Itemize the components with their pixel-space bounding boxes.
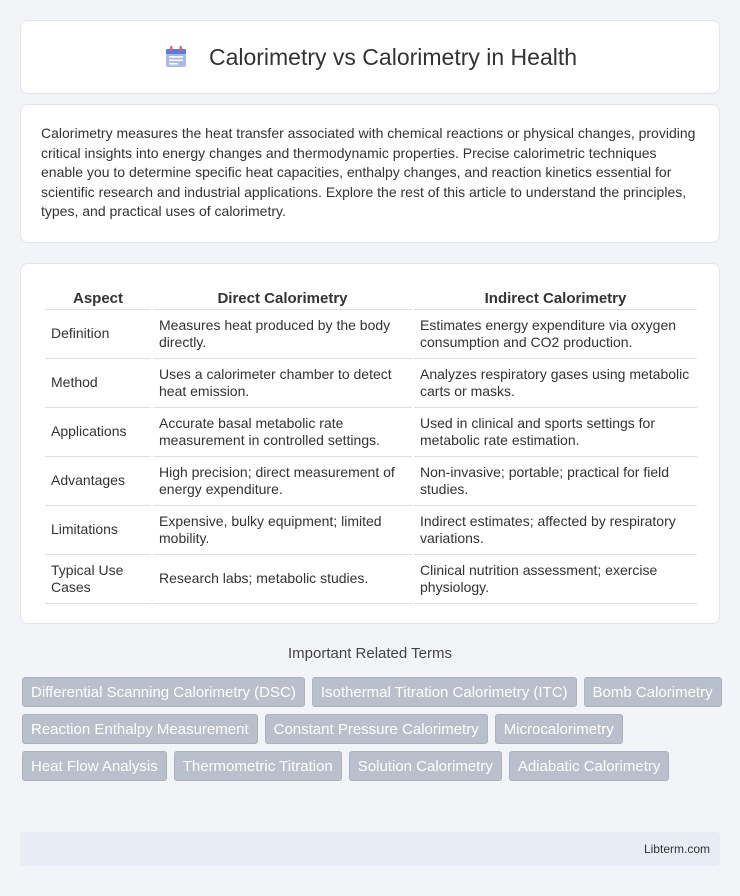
- table-cell: Research labs; metabolic studies.: [153, 555, 412, 604]
- intro-text: Calorimetry measures the heat transfer associated with chemical reactions or physical changes, providing critical insights into energy changes and thermodynamic properties. Precise calorimetric techniques enable you to determine specific heat capacities, enthalpy changes, and reaction kinetics essential for scientific research and industrial applications. Explore the rest of this article to understand the principles, types, and practical uses of calorimetry.: [41, 125, 696, 220]
- table-cell: Non-invasive; portable; practical for field studies.: [414, 457, 697, 506]
- footer: [20, 832, 720, 866]
- related-term-tag[interactable]: Solution Calorimetry: [349, 751, 502, 781]
- comparison-table: [43, 284, 699, 604]
- page-title: Calorimetry vs Calorimetry in Health: [208, 43, 578, 70]
- table-row: [45, 457, 697, 506]
- table-cell: Expensive, bulky equipment; limited mobility.: [153, 506, 412, 555]
- table-cell: Estimates energy expenditure via oxygen consumption and CO2 production.: [414, 310, 697, 359]
- table-cell: Applications: [45, 408, 151, 457]
- table-cell: Typical Use Cases: [45, 555, 151, 604]
- table-cell: Used in clinical and sports settings for metabolic rate estimation.: [414, 408, 697, 457]
- related-term-tag[interactable]: Microcalorimetry: [495, 714, 623, 744]
- column-header-indirect: Indirect Calorimetry: [414, 284, 697, 310]
- intro-card: [20, 104, 720, 243]
- footer-site-link[interactable]: Libterm.com: [643, 842, 710, 856]
- table-cell: Definition: [45, 310, 151, 359]
- table-cell: Clinical nutrition assessment; exercise physiology.: [414, 555, 697, 604]
- related-term-tag[interactable]: Differential Scanning Calorimetry (DSC): [22, 677, 305, 707]
- table-cell: Measures heat produced by the body directly.: [153, 310, 412, 359]
- table-row: [45, 555, 697, 604]
- calendar-icon: [163, 44, 189, 70]
- related-term-tag[interactable]: Bomb Calorimetry: [584, 677, 722, 707]
- related-terms-list: [22, 677, 722, 781]
- related-term-tag[interactable]: Isothermal Titration Calorimetry (ITC): [312, 677, 577, 707]
- header-card: [20, 20, 720, 94]
- column-header-direct: Direct Calorimetry: [153, 284, 412, 310]
- table-cell: Limitations: [45, 506, 151, 555]
- related-term-tag[interactable]: Thermometric Titration: [174, 751, 342, 781]
- table-cell: Analyzes respiratory gases using metabolic carts or masks.: [414, 359, 697, 408]
- table-row: [45, 408, 697, 457]
- related-term-tag[interactable]: Reaction Enthalpy Measurement: [22, 714, 258, 744]
- table-cell: High precision; direct measurement of energy expenditure.: [153, 457, 412, 506]
- table-row: [45, 310, 697, 359]
- table-cell: Indirect estimates; affected by respiratory variations.: [414, 506, 697, 555]
- table-cell: Method: [45, 359, 151, 408]
- table-row: [45, 359, 697, 408]
- table-cell: Uses a calorimeter chamber to detect heat emission.: [153, 359, 412, 408]
- comparison-table-card: [20, 263, 720, 624]
- column-header-aspect: Aspect: [45, 284, 151, 310]
- table-header-row: [45, 284, 697, 310]
- table-row: [45, 506, 697, 555]
- table-cell: Advantages: [45, 457, 151, 506]
- related-term-tag[interactable]: Adiabatic Calorimetry: [509, 751, 670, 781]
- related-term-tag[interactable]: Heat Flow Analysis: [22, 751, 167, 781]
- related-term-tag[interactable]: Constant Pressure Calorimetry: [265, 714, 488, 744]
- table-cell: Accurate basal metabolic rate measurement in controlled settings.: [153, 408, 412, 457]
- related-terms-title: Important Related Terms: [288, 645, 452, 662]
